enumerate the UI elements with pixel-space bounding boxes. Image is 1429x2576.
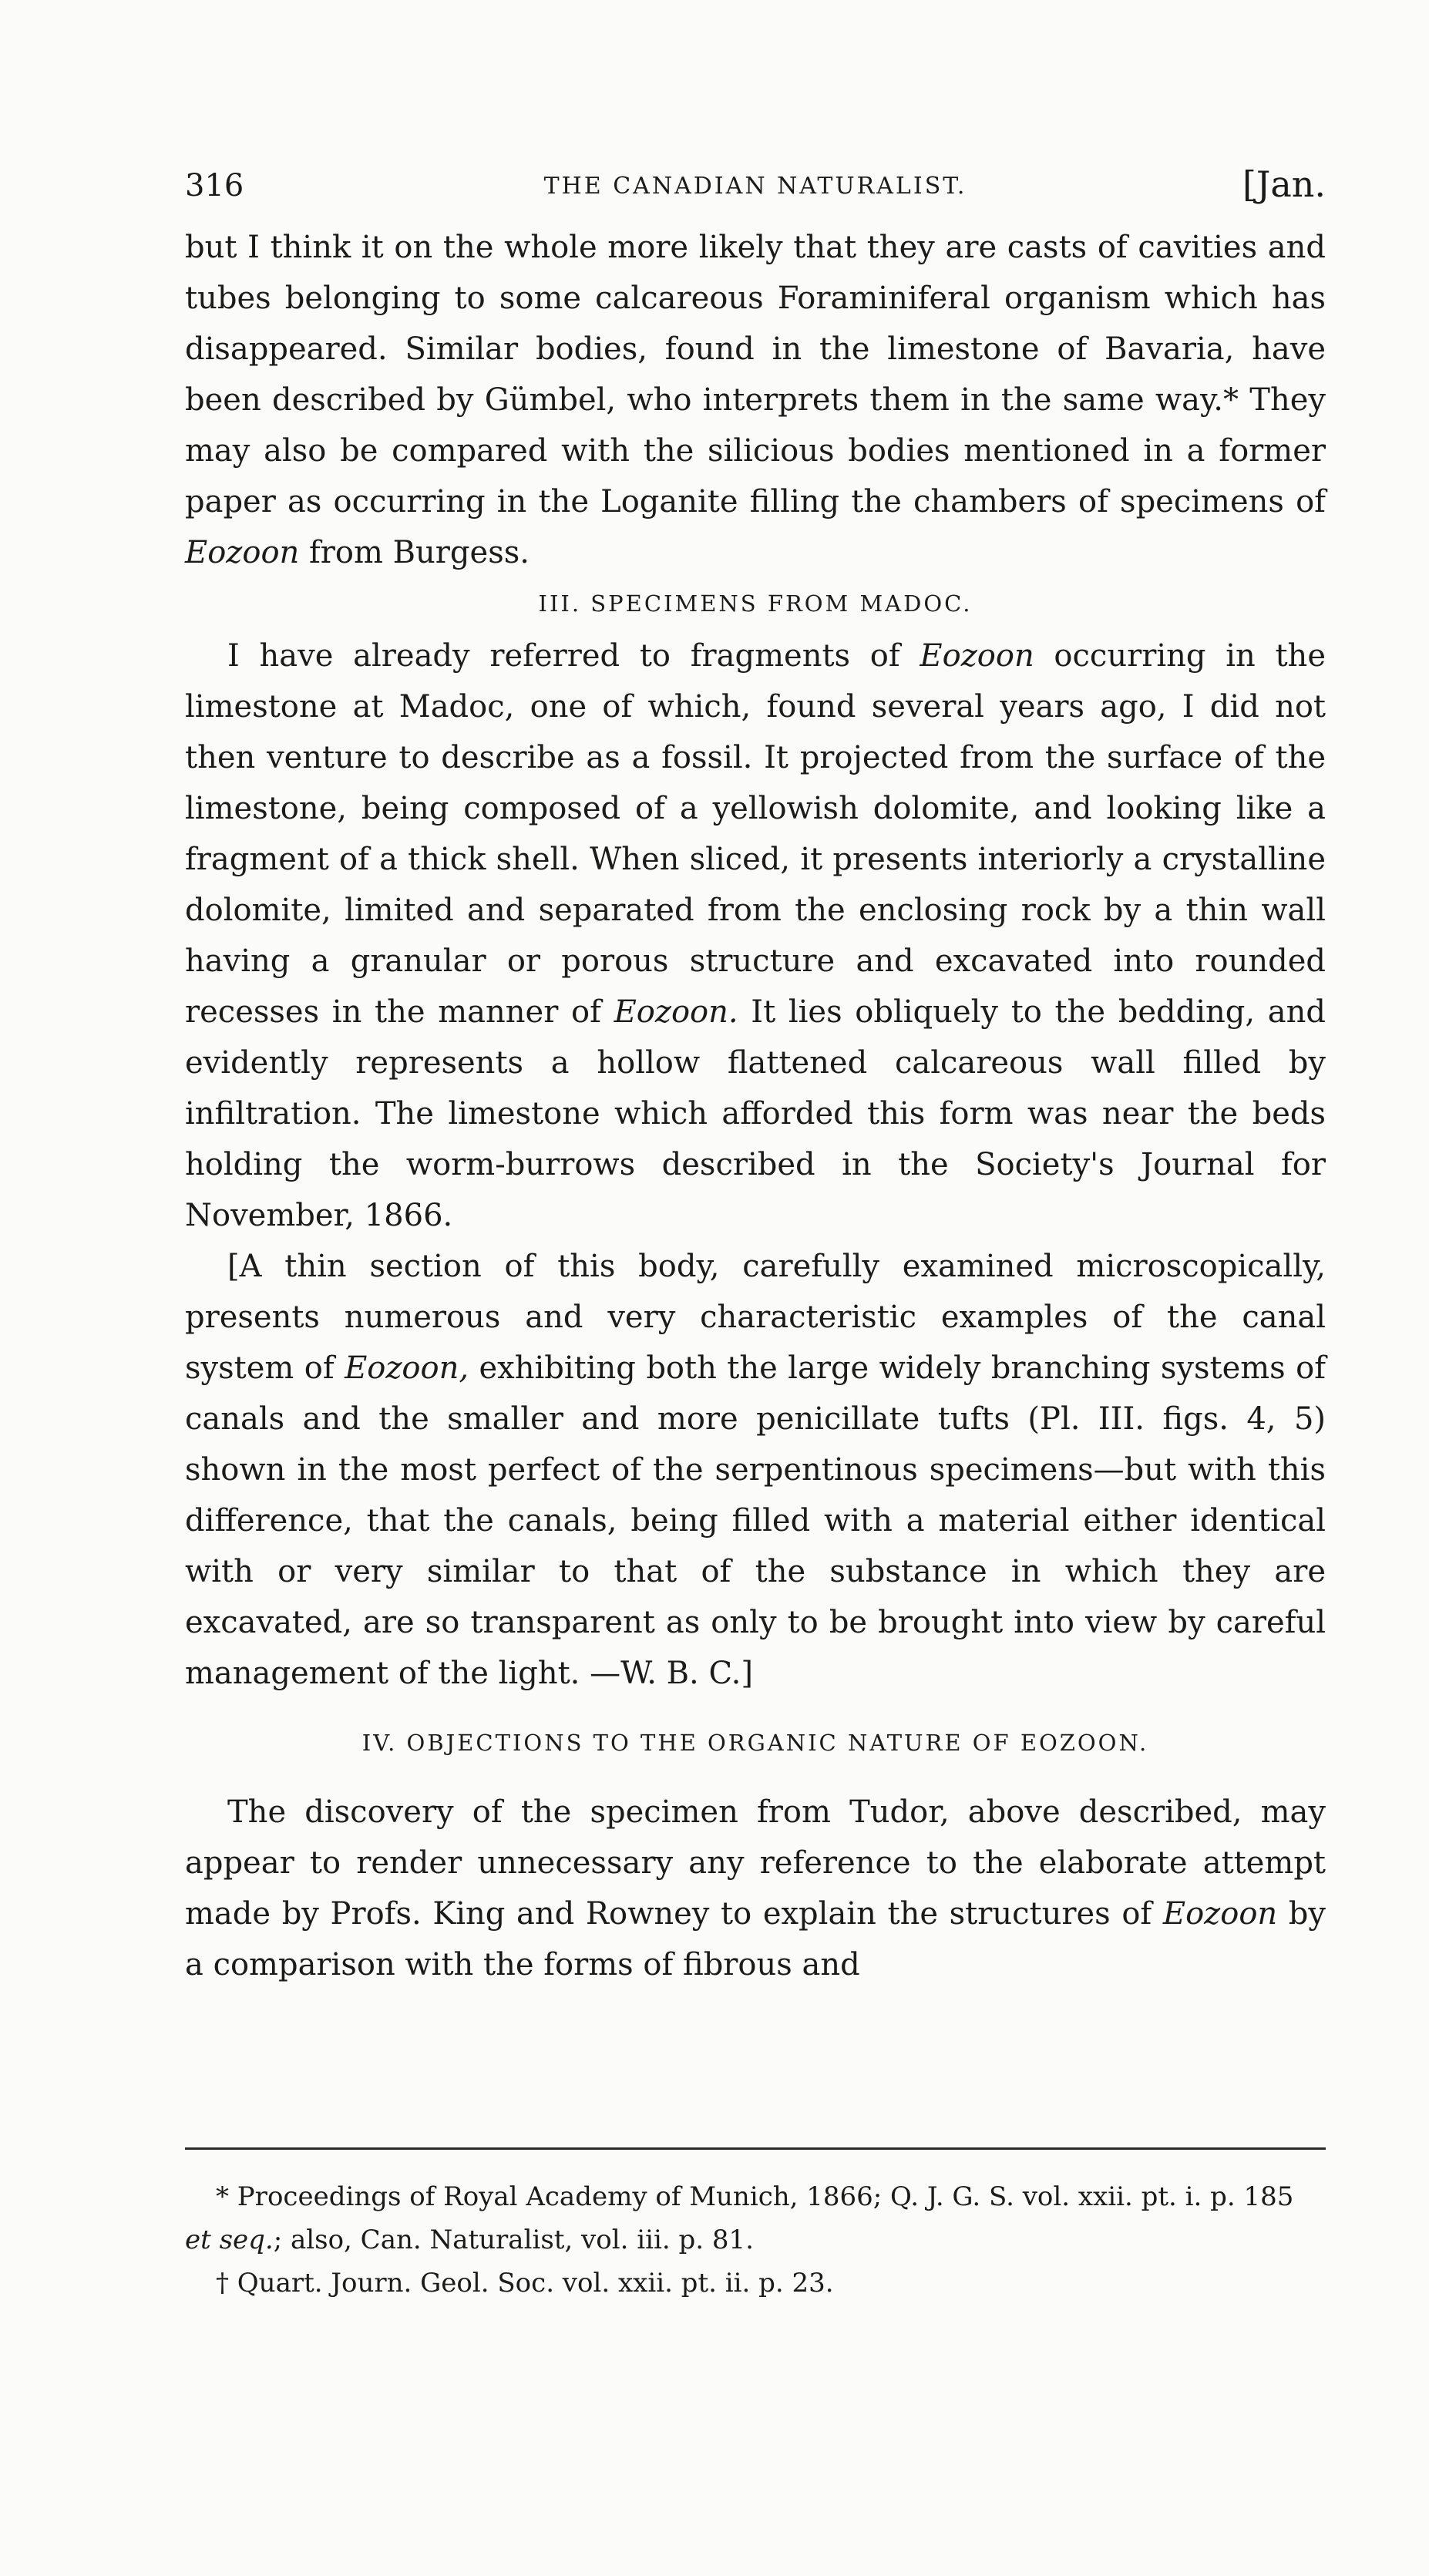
paragraph-editor-note: [A thin section of this body, carefully examined microscopically, presents numerous and very characteristic examples of the canal system of Eozoon, exhibiting both the large widely branching systems of canals and the smaller and more penicillate tufts (Pl. III. figs. 4, 5) shown in the most perfect of the serpentinous specimens—but with this difference, that the canals, being filled with a material either identical with or very similar to that of the substance in which they are excavated, are so transparent as only to be brought into view by careful management of the light. —W. B. C.] [185, 1249, 1326, 1691]
genus-name: Eozoon [920, 638, 1034, 674]
footnote-2: † Quart. Journ. Geol. Soc. vol. xxii. pt. ii. p. 23. [216, 2268, 834, 2299]
section-heading-madoc: III. SPECIMENS FROM MADOC. [538, 590, 973, 617]
section-heading-objections: IV. OBJECTIONS TO THE ORGANIC NATURE OF EOZOON. [361, 1730, 1149, 1756]
paragraph-madoc: I have already referred to fragments of Eozoon occurring in the limestone at Madoc, one of which, found several years ago, I did not then venture to describe as a fossil. It projected from the surface of the limestone, being composed of a yellowish dolomite, and looking like a fragment of a thick shell. When sliced, it presents interiorly a crystalline dolomite, limited and separated from the enclosing rock by a thin wall having a granular or porous structure and excavated into rounded recesses in the manner of Eozoon. It lies obliquely to the bedding, and evidently represents a hollow flattened calcareous wall filled by infiltration. The limestone which afforded this form was near the beds holding the worm-burrows described in the Society's Journal for November, 1866. [185, 638, 1326, 1233]
running-head: THE CANADIAN NATURALIST. [543, 173, 967, 200]
page-header [185, 160, 1326, 214]
footnotes [185, 2175, 1326, 2305]
genus-name: Eozoon [185, 535, 300, 570]
footnote-1: * Proceedings of Royal Academy of Munich, 1866; Q. J. G. S. vol. xxii. pt. i. p. 185 et seq.; also, Can. Naturalist, vol. iii. p. 81. [185, 2181, 1294, 2255]
paragraph-continued: but I think it on the whole more likely that they are casts of cavities and tubes belonging to some calcareous Foraminiferal organism which has disappeared. Similar bodies, found in the limestone of Bavaria, have been described by Gümbel, who interprets them in the same way.* They may also be compared with the silicious bodies mentioned in a former paper as occurring in the Loganite filling the chambers of specimens of Eozoon from Burgess. [185, 230, 1326, 570]
issue-date-label: [Jan. [1242, 163, 1326, 205]
genus-name: Eozoon. [614, 994, 738, 1030]
genus-name: Eozoon [1162, 1896, 1278, 1932]
book-page [185, 0, 1326, 2576]
paragraph-objections: The discovery of the specimen from Tudor, above described, may appear to render unnecessary any reference to the elaborate attempt made by Profs. King and Rowney to explain the structures of Eozoon by a comparison with the forms of fibrous and [185, 1794, 1326, 1982]
genus-name: Eozoon, [345, 1350, 469, 1386]
footnote-divider [185, 2147, 1326, 2150]
page-number: 316 [185, 168, 244, 203]
body-text [185, 222, 1326, 1990]
